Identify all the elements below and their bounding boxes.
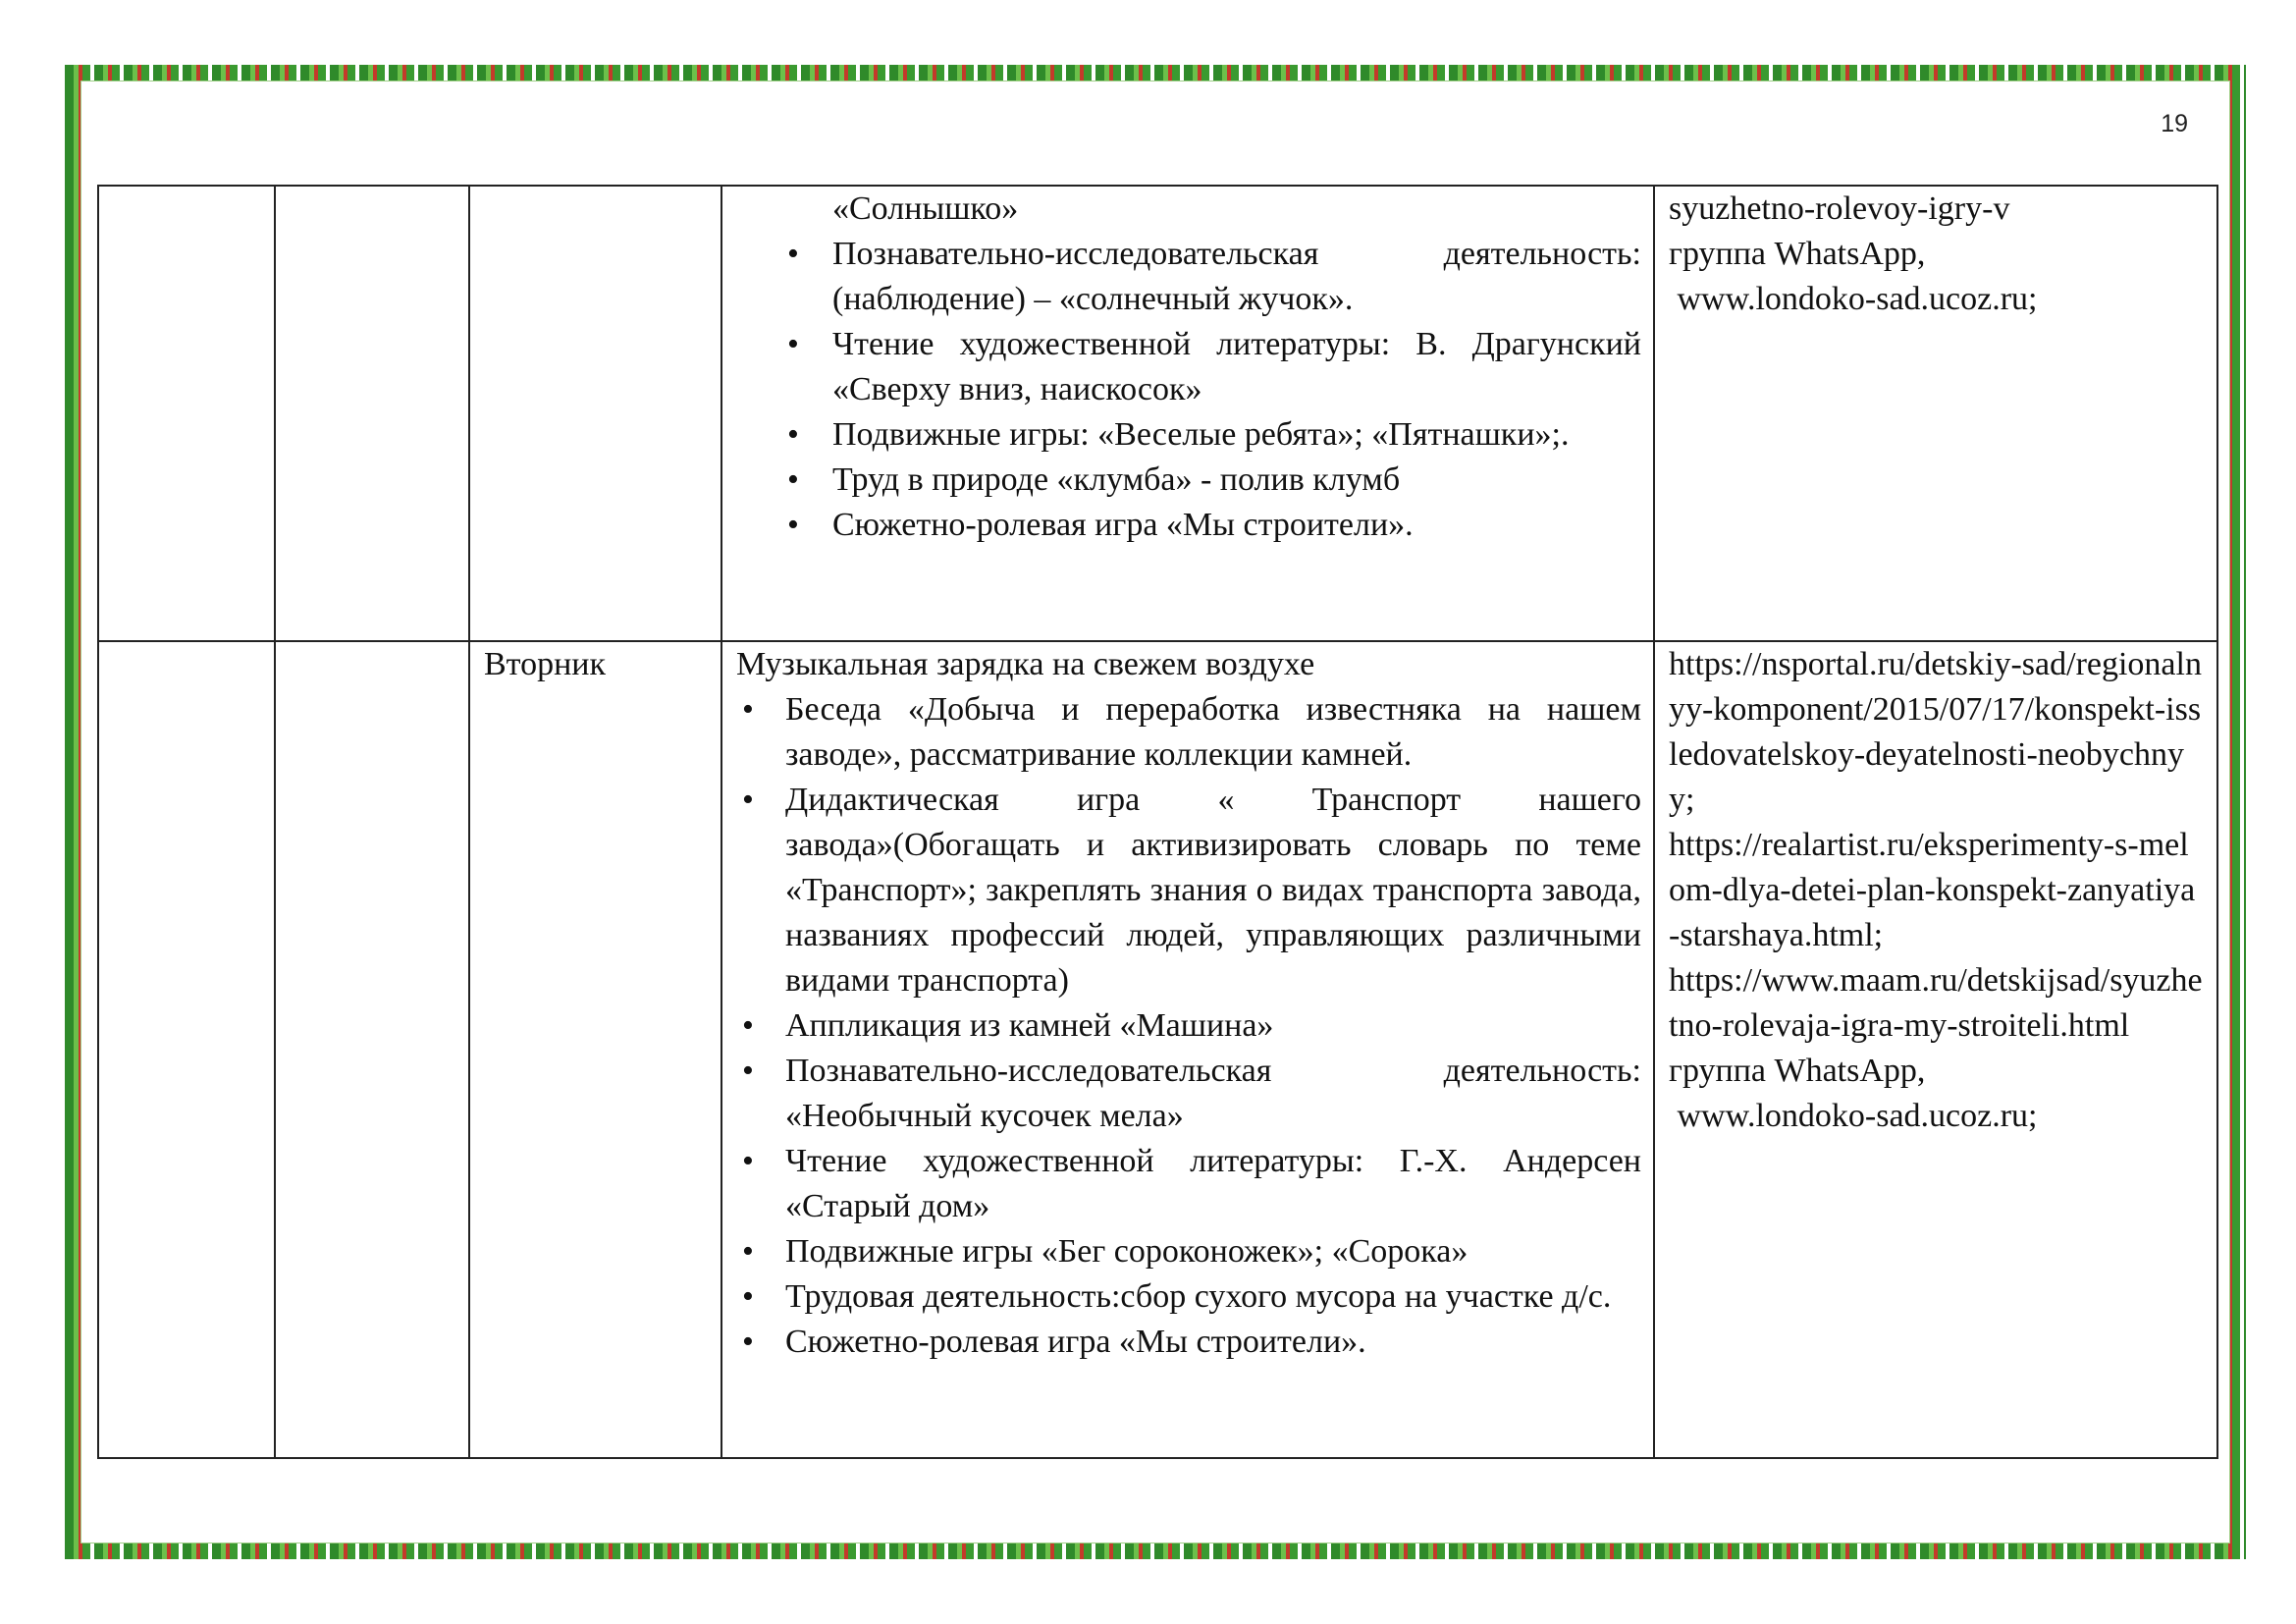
list-item: • Чтение художественной литературы: Г.-Х. Андерсен «Старый дом» (736, 1139, 1641, 1229)
weekly-plan-table (97, 185, 2218, 1459)
activities-intro: Музыкальная зарядка на свежем воздухе (736, 646, 1315, 682)
empty-cell (275, 186, 469, 641)
list-item: • Сюжетно-ролевая игра «Мы строители». (736, 503, 1641, 548)
resources-cell (1654, 186, 2217, 641)
resource-link[interactable]: www.londoko-sad.ucoz.ru; (1669, 281, 2038, 317)
activities-continuation: «Солнышко» (832, 190, 1019, 227)
page-number: 19 (2161, 110, 2188, 137)
resource-link[interactable]: syuzhetno-rolevoy-igry-v (1669, 190, 2010, 227)
list-item: • Трудовая деятельность:сбор сухого мусора на участке д/с. (736, 1274, 1641, 1320)
resource-link[interactable]: https://nsportal.ru/detskiy-sad/regionalnyy-komponent/2015/07/17/konspekt-issledovatelskoy-deyatelnosti-neobychnyy; (1669, 646, 2202, 818)
activities-list (736, 232, 1641, 548)
empty-cell (98, 186, 275, 641)
resource-text: группа WhatsApp, (1669, 1053, 1926, 1089)
resource-text: группа WhatsApp, (1669, 236, 1926, 272)
list-item: • Чтение художественной литературы: В. Драгунский «Сверху вниз, наискосок» (736, 322, 1641, 412)
resource-link[interactable]: https://realartist.ru/eksperimenty-s-melom-dlya-detei-plan-konspekt-zanyatiya-starshaya.html; (1669, 827, 2196, 953)
list-item: • Труд в природе «клумба» - полив клумб (736, 458, 1641, 503)
resource-link[interactable]: https://www.maam.ru/detskijsad/syuzhetno-rolevaja-igra-my-stroiteli.html (1669, 962, 2203, 1044)
list-item: • Аппликация из камней «Машина» (736, 1003, 1641, 1049)
list-item: • Сюжетно-ролевая игра «Мы строители». (736, 1320, 1641, 1365)
list-item: • Дидактическая игра « Транспорт нашего завода»(Обогащать и активизировать словарь по теме «Транспорт»; закреплять знания о видах транспорта завода, названиях профессий людей, управляющих различными видами транспорта) (736, 778, 1641, 1003)
table-row (98, 641, 2217, 1458)
list-item: • Познавательно-исследовательская деятельность: «Необычный кусочек мела» (736, 1049, 1641, 1139)
empty-cell (98, 641, 275, 1458)
empty-cell (275, 641, 469, 1458)
list-item: • Подвижные игры «Бег сороконожек»; «Сорока» (736, 1229, 1641, 1274)
activities-cell (721, 186, 1654, 641)
list-item: • Беседа «Добыча и переработка известняка на нашем заводе», рассматривание коллекции камней. (736, 687, 1641, 778)
day-cell (469, 186, 721, 641)
list-item: • Подвижные игры: «Веселые ребята»; «Пятнашки»;. (736, 412, 1641, 458)
resources-cell (1654, 641, 2217, 1458)
resource-link[interactable]: www.londoko-sad.ucoz.ru; (1669, 1098, 2038, 1134)
list-item: • Познавательно-исследовательская деятельность: (наблюдение) – «солнечный жучок». (736, 232, 1641, 322)
activities-list (736, 687, 1641, 1365)
activities-cell (721, 641, 1654, 1458)
table-row (98, 186, 2217, 641)
day-cell: Вторник (469, 641, 721, 1458)
